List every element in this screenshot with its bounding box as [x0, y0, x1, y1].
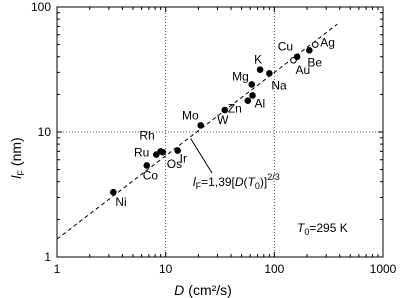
temperature-annotation: $T_0=295$ K: [297, 221, 348, 237]
point-label-au: Au: [295, 63, 311, 78]
point-label-ni: Ni: [115, 195, 127, 210]
point-label-ag: Ag: [320, 35, 335, 50]
point-zn: [245, 98, 251, 104]
point-mo: [198, 123, 204, 129]
y-tick-label: 1: [44, 250, 51, 264]
point-os: [160, 149, 166, 155]
point-label-ir: Ir: [179, 151, 188, 166]
point-label-zn: Zn: [227, 101, 242, 116]
point-label-co: Co: [142, 168, 159, 183]
x-axis-label-main: D: [174, 282, 185, 298]
point-co: [144, 163, 150, 169]
x-tick-label: 10: [158, 262, 173, 276]
y-axis-label-sub: F: [16, 170, 26, 176]
point-mg: [249, 82, 255, 88]
y-axis-label-unit: (nm): [8, 137, 24, 167]
point-na: [267, 70, 273, 76]
point-label-na: Na: [271, 78, 287, 93]
point-label-cu: Cu: [277, 39, 294, 54]
y-axis-label: [8, 137, 26, 178]
point-label-mg: Mg: [232, 69, 249, 84]
x-axis-label: [174, 282, 232, 298]
x-tick-label: 100: [264, 262, 285, 276]
point-cu: [294, 54, 300, 60]
point-label-ru: Ru: [133, 145, 150, 160]
y-tick-label: 10: [37, 125, 51, 139]
point-label-rh: Rh: [139, 128, 155, 143]
x-tick-label: 1: [53, 262, 61, 276]
y-tick-label: 100: [30, 0, 51, 14]
x-tick-label: 1000: [369, 262, 397, 276]
point-w: [222, 107, 228, 113]
fit-formula-annotation: $l_F=1,39[D(T_0)]^{2/3}$: [193, 172, 280, 191]
formula-pointer: [191, 139, 212, 173]
point-ni: [111, 189, 117, 195]
point-label-al: Al: [254, 96, 266, 111]
point-ag: [312, 42, 318, 48]
point-label-k: K: [254, 52, 263, 67]
point-k: [257, 67, 263, 73]
point-label-w: W: [217, 112, 229, 127]
y-axis-label-main: l: [8, 175, 24, 179]
point-be: [307, 48, 313, 54]
point-label-mo: Mo: [182, 108, 199, 123]
point-label-be: Be: [307, 55, 323, 70]
x-axis-label-unit: (cm²/s): [188, 282, 232, 298]
plot-area: [57, 7, 383, 257]
point-label-os: Os: [166, 157, 183, 172]
